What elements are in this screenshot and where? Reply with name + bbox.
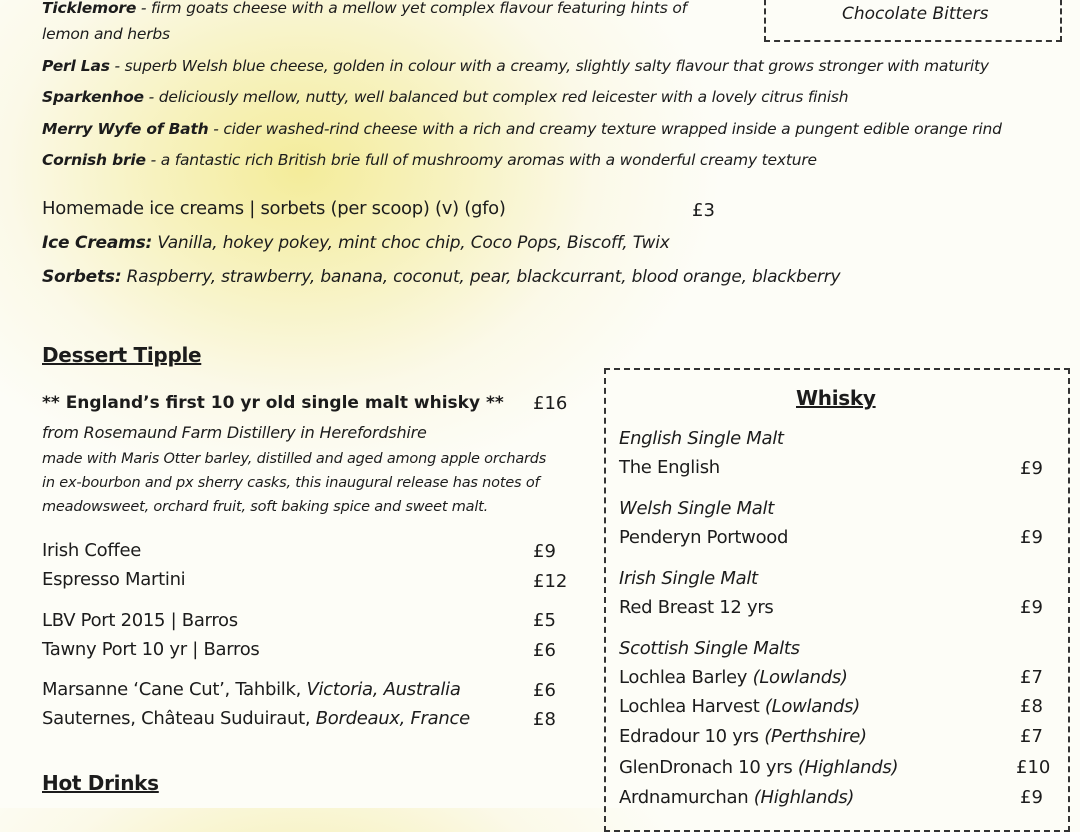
featured-whisky-line: from Rosemaund Farm Distillery in Herefordshire [42,423,427,442]
dessert-item-name: LBV Port 2015 | Barros [42,610,238,631]
whisky-item-price: £7 [1020,726,1043,747]
featured-whisky-line: meadowsweet, orchard fruit, soft baking spice and sweet malt. [42,499,489,515]
dessert-item-name: Irish Coffee [42,540,142,561]
whisky-group-label: Welsh Single Malt [619,498,774,519]
cheese-item: lemon and herbs [42,25,170,43]
whisky-item-name: Red Breast 12 yrs [619,597,774,618]
whisky-heading: Whisky [796,386,876,410]
cheese-item: Perl Las - superb Welsh blue cheese, golden in colour with a creamy, slightly salty flavour that grows stronger with maturity [42,57,989,75]
chocolate-bitters-box [764,0,1062,42]
ice-cream-price: £3 [692,200,715,221]
whisky-item-price: £8 [1020,696,1043,717]
featured-whisky-line: in ex-bourbon and px sherry casks, this inaugural release has notes of [42,475,540,491]
hot-drinks-heading: Hot Drinks [42,771,159,795]
dessert-item-price: £9 [533,541,556,562]
dessert-tipple-heading: Dessert Tipple [42,343,202,367]
dessert-item-price: £5 [533,610,556,631]
chocolate-bitters-label: Chocolate Bitters [842,4,989,24]
whisky-item-price: £9 [1020,597,1043,618]
sorbet-list: Sorbets: Raspberry, strawberry, banana, coconut, pear, blackcurrant, blood orange, blackberry [42,267,841,287]
whisky-item-price: £9 [1020,458,1043,479]
whisky-item-price: £9 [1020,527,1043,548]
whisky-box [604,368,1070,832]
whisky-item-name: Edradour 10 yrs (Perthshire) [619,726,867,747]
featured-whisky-line: made with Maris Otter barley, distilled and aged among apple orchards [42,451,547,467]
featured-whisky-title: ** England’s first 10 yr old single malt whisky ** [42,393,504,413]
whisky-item-name: Penderyn Portwood [619,527,789,548]
ice-cream-list: Ice Creams: Vanilla, hokey pokey, mint choc chip, Coco Pops, Biscoff, Twix [42,233,670,253]
dessert-item-name: Marsanne ‘Cane Cut’, Tahbilk, Victoria, Australia [42,679,461,700]
whisky-item-name: GlenDronach 10 yrs (Highlands) [619,757,899,778]
dessert-item-price: £6 [533,680,556,701]
ice-cream-title: Homemade ice creams | sorbets (per scoop) (v) (gfo) [42,198,506,219]
whisky-item-price: £9 [1020,787,1043,808]
whisky-item-price: £7 [1020,667,1043,688]
dessert-item-price: £8 [533,709,556,730]
dessert-item-name: Tawny Port 10 yr | Barros [42,639,260,660]
whisky-item-name: Lochlea Barley (Lowlands) [619,667,848,688]
cheese-item: Ticklemore - firm goats cheese with a mellow yet complex flavour featuring hints of [42,0,687,17]
dessert-item-name: Espresso Martini [42,569,186,590]
cheese-item: Cornish brie - a fantastic rich British brie full of mushroomy aromas with a wonderful creamy texture [42,151,817,169]
dessert-item-price: £12 [533,571,568,592]
whisky-group-label: English Single Malt [619,428,784,449]
whisky-item-name: The English [619,457,720,478]
whisky-item-price: £10 [1016,757,1051,778]
featured-whisky-price: £16 [533,393,568,414]
whisky-item-name: Lochlea Harvest (Lowlands) [619,696,860,717]
whisky-group-label: Scottish Single Malts [619,638,800,659]
whisky-group-label: Irish Single Malt [619,568,758,589]
whisky-item-name: Ardnamurchan (Highlands) [619,787,855,808]
dessert-item-name: Sauternes, Château Suduiraut, Bordeaux, France [42,708,470,729]
cheese-item: Merry Wyfe of Bath - cider washed-rind cheese with a rich and creamy texture wrapped inside a pungent edible orange rind [42,120,1002,138]
cheese-item: Sparkenhoe - deliciously mellow, nutty, well balanced but complex red leicester with a lovely citrus finish [42,88,849,106]
dessert-item-price: £6 [533,640,556,661]
